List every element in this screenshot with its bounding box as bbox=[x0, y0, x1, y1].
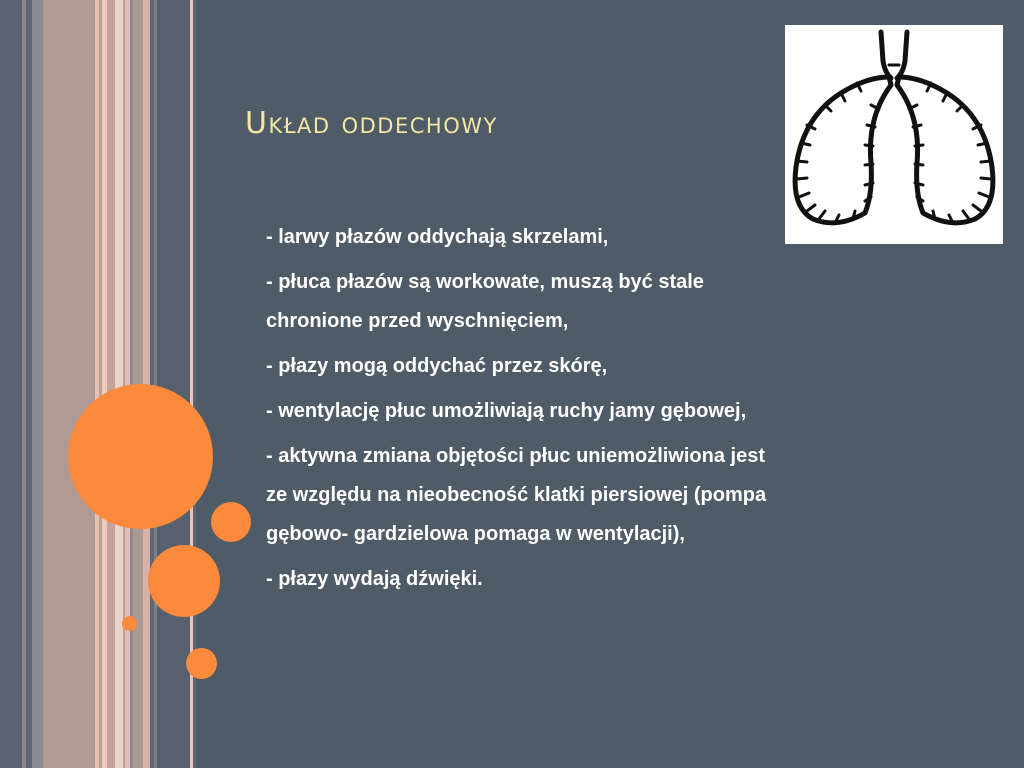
bullet-item bbox=[266, 437, 966, 554]
bullet-list bbox=[266, 218, 966, 605]
lungs-illustration bbox=[785, 25, 1003, 244]
large-circle bbox=[68, 384, 213, 529]
medium-circle bbox=[148, 545, 220, 617]
bullet-line: - larwy płazów oddychają skrzelami, bbox=[266, 226, 609, 248]
bullet-line: - wentylację płuc umożliwiają ruchy jamy gębowej, bbox=[266, 400, 747, 422]
bullet-line: gębowo- gardzielowa pomaga w wentylacji), bbox=[266, 523, 685, 545]
tiny-circle bbox=[122, 616, 137, 631]
bullet-line: ze względu na nieobecność klatki piersiowej (pompa bbox=[266, 484, 767, 506]
bullet-line: - płuca płazów są workowate, muszą być stale bbox=[266, 271, 704, 293]
bullet-line: - płazy mogą oddychać przez skórę, bbox=[266, 355, 608, 377]
bullet-item bbox=[266, 560, 966, 599]
bullet-line: chronione przed wyschnięciem, bbox=[266, 310, 569, 332]
small-circle bbox=[211, 502, 251, 542]
lungs-diagram-icon bbox=[785, 25, 1003, 244]
bullet-item bbox=[266, 218, 966, 257]
bullet-item bbox=[266, 347, 966, 386]
bullet-line: - płazy wydają dźwięki. bbox=[266, 568, 483, 590]
small-circle bbox=[186, 648, 217, 679]
bullet-item bbox=[266, 392, 966, 431]
slide-title: Układ oddechowy bbox=[245, 106, 498, 141]
bullet-line: - aktywna zmiana objętości płuc uniemożliwiona jest bbox=[266, 445, 765, 467]
bullet-item bbox=[266, 263, 966, 341]
